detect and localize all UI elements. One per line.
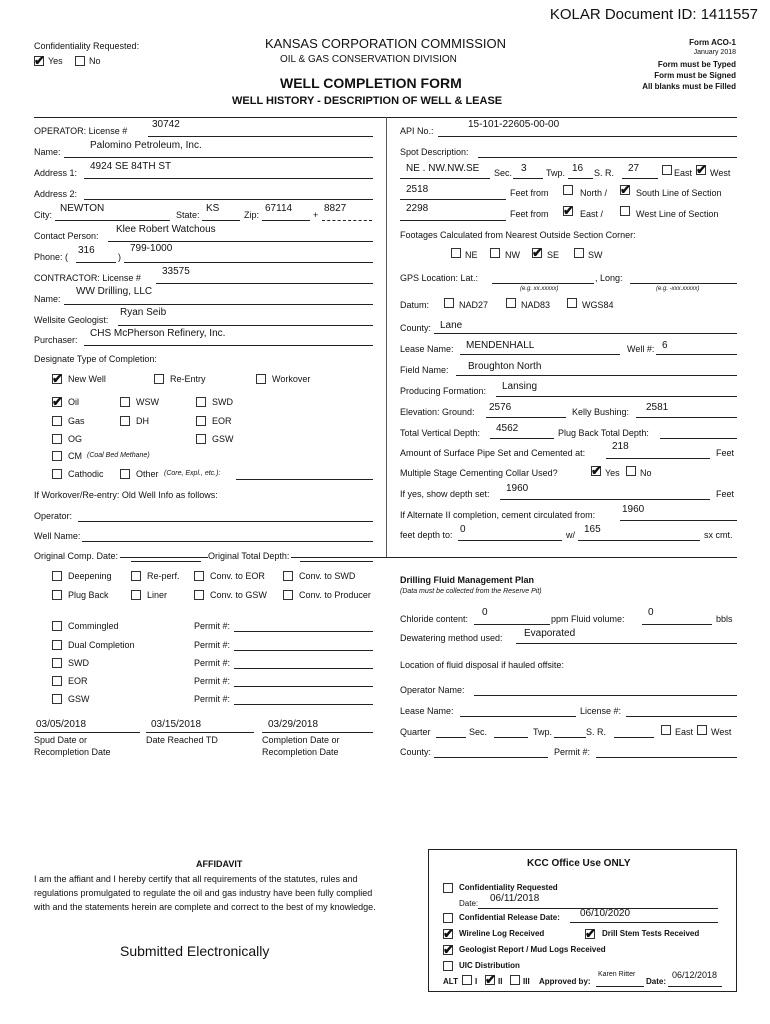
ne-label: NE	[465, 250, 478, 260]
name-label: Name:	[34, 147, 61, 157]
sw-checkbox[interactable]	[574, 248, 584, 258]
reperf-checkbox[interactable]	[131, 571, 141, 581]
field-name-label: Field Name:	[400, 365, 449, 375]
east-checkbox[interactable]	[662, 165, 672, 175]
address1-field[interactable]: 4924 SE 84TH ST	[90, 161, 172, 172]
zip-label: Zip:	[244, 210, 260, 220]
deepening-checkbox[interactable]	[52, 571, 62, 581]
kcc-release-date-field[interactable]: 06/10/2020	[580, 908, 631, 919]
fluid-disposal-label: Location of fluid disposal if hauled offsite:	[400, 660, 564, 670]
kcc-geologist-label: Geologist Report / Mud Logs Received	[459, 945, 606, 954]
operator-license-field[interactable]: 30742	[152, 119, 180, 130]
typed-note: Form must be Typed	[657, 60, 736, 69]
contact-label: Contact Person:	[34, 231, 99, 241]
gps-lat-label: GPS Location: Lat.:	[400, 273, 479, 283]
field-name-field[interactable]: Broughton North	[468, 361, 542, 372]
orig-total-depth-label: Original Total Depth:	[208, 551, 290, 561]
plug-back-label: Plug Back	[68, 590, 109, 600]
completion-date-label: Completion Date or	[262, 735, 340, 745]
sacks-field[interactable]: 165	[584, 524, 601, 535]
kcc-alt-iii-checkbox[interactable]	[510, 975, 520, 985]
workover-checkbox[interactable]	[256, 374, 266, 384]
kcc-alt-i-checkbox[interactable]	[462, 975, 472, 985]
nw-label: NW	[505, 250, 520, 260]
ground-elevation-field[interactable]: 2576	[489, 402, 512, 413]
lat-hint: (e.g. xx.xxxxx)	[520, 286, 559, 292]
og-checkbox[interactable]	[52, 434, 62, 444]
kcc-uic-label: UIC Distribution	[459, 961, 520, 970]
other-note: (Core, Expl., etc.):	[164, 470, 221, 477]
completion-date-field[interactable]: 03/29/2018	[268, 719, 319, 730]
purchaser-field[interactable]: CHS McPherson Refinery, Inc.	[90, 328, 226, 339]
designate-label: Designate Type of Completion:	[34, 354, 157, 364]
contact-field[interactable]: Klee Robert Watchous	[116, 224, 216, 235]
gsw-label: GSW	[212, 434, 234, 444]
reentry-checkbox[interactable]	[154, 374, 164, 384]
disposal-sec-label: Sec.	[469, 727, 488, 737]
feet-unit: Feet	[716, 489, 735, 499]
multistage-no-checkbox[interactable]	[626, 466, 636, 476]
submitted-electronically: Submitted Electronically	[120, 943, 270, 959]
dfmp-title: Drilling Fluid Management Plan	[400, 575, 535, 585]
og-label: OG	[68, 434, 83, 444]
disposal-west-checkbox[interactable]	[697, 725, 707, 735]
checkmark-icon: ✔	[696, 162, 707, 177]
eor-permit-checkbox[interactable]	[52, 676, 62, 686]
wsw-label: WSW	[136, 397, 159, 407]
contractor-name-label: Name:	[34, 294, 61, 304]
gas-label: Gas	[68, 416, 85, 426]
lease-name-field[interactable]: MENDENHALL	[466, 340, 535, 351]
blanks-note: All blanks must be Filled	[642, 82, 736, 91]
kcc-title: KCC Office Use ONLY	[527, 858, 631, 869]
county-field[interactable]: Lane	[440, 320, 463, 331]
conv-eor-checkbox[interactable]	[194, 571, 204, 581]
api-label: API No.:	[400, 126, 434, 136]
dh-checkbox[interactable]	[120, 416, 130, 426]
nw-checkbox[interactable]	[490, 248, 500, 258]
kelly-bushing-label: Kelly Bushing:	[572, 407, 630, 417]
eor-label: EOR	[212, 416, 232, 426]
chloride-field[interactable]: 0	[482, 607, 488, 618]
disposal-twp-label: Twp.	[533, 727, 553, 737]
west-label: West	[710, 168, 731, 178]
kcc-date-field[interactable]: 06/11/2018	[490, 893, 540, 904]
td-date-label: Date Reached TD	[146, 735, 218, 745]
phone-field[interactable]: 799-1000	[130, 243, 173, 254]
feet-ns-field[interactable]: 2518	[406, 184, 429, 195]
disposal-operator-label: Operator Name:	[400, 685, 465, 695]
liner-checkbox[interactable]	[131, 590, 141, 600]
east-line-label: East /	[580, 209, 604, 219]
tvd-label: Total Vertical Depth:	[400, 428, 481, 438]
checkmark-icon: ✔	[585, 926, 596, 941]
disposal-county-label: County:	[400, 747, 432, 757]
pbtd-label: Plug Back Total Depth:	[558, 428, 649, 438]
swd-permit-checkbox[interactable]	[52, 658, 62, 668]
spud-date-field[interactable]: 03/05/2018	[36, 719, 87, 730]
api-field[interactable]: 15-101-22605-00-00	[468, 119, 560, 130]
plus-sign: +	[313, 210, 319, 220]
cm-label: CM	[68, 451, 82, 461]
yes-label: Yes	[48, 56, 63, 66]
form-date: January 2018	[693, 49, 736, 56]
reentry-label: Re-Entry	[170, 374, 206, 384]
spud-date-label: Spud Date or	[34, 735, 88, 745]
tvd-field[interactable]: 4562	[496, 423, 519, 434]
zip-field[interactable]: 67114	[265, 203, 293, 214]
kcc-dst-label: Drill Stem Tests Received	[602, 929, 700, 938]
column-divider	[386, 117, 387, 557]
form-title: WELL COMPLETION FORM	[280, 75, 462, 91]
datum-label: Datum:	[400, 300, 430, 310]
commingled-label: Commingled	[68, 621, 119, 631]
checkmark-icon: ✔	[620, 182, 631, 197]
checkmark-icon: ✔	[443, 926, 454, 941]
conv-gsw-checkbox[interactable]	[194, 590, 204, 600]
agency-name: KANSAS CORPORATION COMMISSION	[265, 36, 507, 51]
geologist-label: Wellsite Geologist:	[34, 315, 109, 325]
paren: )	[118, 252, 121, 262]
completion-date-label2: Recompletion Date	[262, 747, 339, 757]
south-line-label: South Line of Section	[636, 188, 722, 198]
other-checkbox[interactable]	[120, 469, 130, 479]
oil-label: Oil	[68, 397, 79, 407]
kcc-release-checkbox[interactable]	[443, 913, 453, 923]
geologist-field[interactable]: Ryan Seib	[120, 307, 167, 318]
reperf-label: Re-perf.	[147, 571, 180, 581]
swd-label: SWD	[212, 397, 233, 407]
sw-label: SW	[588, 250, 603, 260]
wsw-checkbox[interactable]	[120, 397, 130, 407]
permit-label: Permit #:	[194, 621, 231, 631]
conv-eor-label: Conv. to EOR	[210, 571, 265, 581]
new-well-label: New Well	[68, 374, 106, 384]
kcc-alt-i-label: I	[475, 977, 478, 986]
cathodic-label: Cathodic	[68, 469, 104, 479]
old-well-name-label: Well Name:	[34, 531, 81, 541]
other-label: Other	[136, 469, 159, 479]
cm-note: (Coal Bed Methane)	[87, 452, 150, 459]
kcc-release-label: Confidential Release Date:	[459, 913, 560, 922]
dual-completion-checkbox[interactable]	[52, 640, 62, 650]
gps-long-label: , Long:	[595, 273, 623, 283]
depth-to-field[interactable]: 0	[460, 524, 466, 535]
kcc-uic-checkbox[interactable]	[443, 961, 453, 971]
area-code-field[interactable]: 316	[78, 245, 95, 256]
dual-completion-label: Dual Completion	[68, 640, 135, 650]
kcc-alt-ii-label: II	[498, 977, 503, 986]
disposal-east-label: East	[675, 727, 694, 737]
confidential-no-checkbox[interactable]	[75, 56, 85, 66]
conv-swd-label: Conv. to SWD	[299, 571, 356, 581]
operator-name-field[interactable]: Palomino Petroleum, Inc.	[90, 140, 202, 151]
depth-set-label: If yes, show depth set:	[400, 489, 490, 499]
disposal-lease-label: Lease Name:	[400, 706, 454, 716]
contractor-license-field[interactable]: 33575	[162, 266, 190, 277]
confidentiality-label: Confidentiality Requested:	[34, 41, 140, 51]
affidavit-line2: regulations promulgated to regulate the oil and gas industry have been fully complied	[34, 888, 373, 898]
ppm-fluid-volume-label: ppm Fluid volume:	[551, 614, 625, 624]
liner-label: Liner	[147, 590, 168, 600]
range-field[interactable]: 27	[628, 163, 640, 174]
form-id: Form ACO-1	[689, 38, 736, 47]
permit-label: Permit #:	[194, 640, 231, 650]
producing-formation-field[interactable]: Lansing	[502, 381, 538, 392]
fluid-volume-field[interactable]: 0	[648, 607, 654, 618]
purchaser-label: Purchaser:	[34, 335, 78, 345]
quarter-label: Quarter	[400, 727, 431, 737]
producing-formation-label: Producing Formation:	[400, 386, 487, 396]
zip4-field[interactable]: 8827	[324, 203, 347, 214]
checkmark-icon: ✔	[485, 972, 496, 987]
checkmark-icon: ✔	[532, 245, 543, 260]
feet-from-label: Feet from	[510, 209, 549, 219]
w-label: w/	[566, 530, 575, 540]
feet-ew-field[interactable]: 2298	[406, 203, 429, 214]
swd-permit-label: SWD	[68, 658, 89, 668]
kcc-date2-field[interactable]: 06/12/2018	[672, 970, 718, 980]
cm-checkbox[interactable]	[52, 451, 62, 461]
north-checkbox[interactable]	[563, 185, 573, 195]
deepening-label: Deepening	[68, 571, 112, 581]
kcc-alt-label: ALT	[443, 977, 458, 986]
form-subtitle: WELL HISTORY - DESCRIPTION OF WELL & LEASE	[232, 95, 503, 107]
state-field[interactable]: KS	[206, 203, 220, 214]
gsw-permit-checkbox[interactable]	[52, 694, 62, 704]
eor-permit-label: EOR	[68, 676, 88, 686]
conv-producer-label: Conv. to Producer	[299, 590, 371, 600]
wgs84-label: WGS84	[582, 300, 614, 310]
city-field[interactable]: NEWTON	[60, 203, 105, 214]
dewatering-field[interactable]: Evaporated	[524, 628, 576, 639]
east-label: East	[674, 168, 693, 178]
disposal-license-label: License #:	[580, 706, 622, 716]
address2-label: Address 2:	[34, 189, 78, 199]
chloride-label: Chloride content:	[400, 614, 469, 624]
permit-label: Permit #:	[194, 676, 231, 686]
long-hint: (e.g. -xxx.xxxxx)	[656, 286, 700, 292]
ne-checkbox[interactable]	[451, 248, 461, 258]
kcc-date-label: Date:	[459, 899, 479, 908]
state-label: State:	[176, 210, 200, 220]
permit-label: Permit #:	[194, 658, 231, 668]
dewatering-label: Dewatering method used:	[400, 633, 503, 643]
multistage-no-label: No	[640, 468, 652, 478]
permit-label: Permit #:	[194, 694, 231, 704]
kcc-approver-field[interactable]: Karen Ritter	[598, 971, 636, 978]
division-name: OIL & GAS CONSERVATION DIVISION	[280, 54, 457, 65]
checkmark-icon: ✔	[443, 942, 454, 957]
disposal-west-label: West	[711, 727, 732, 737]
footages-label: Footages Calculated from Nearest Outside Section Corner:	[400, 230, 636, 240]
kcc-alt-iii-label: III	[523, 977, 530, 986]
contractor-name-field[interactable]: WW Drilling, LLC	[76, 286, 153, 297]
disposal-sr-label: S. R.	[586, 727, 607, 737]
kelly-bushing-field[interactable]: 2581	[646, 402, 669, 413]
nad83-label: NAD83	[521, 300, 551, 310]
affidavit-title: AFFIDAVIT	[196, 859, 243, 869]
wgs84-checkbox[interactable]	[567, 298, 577, 308]
spot-quarter-field[interactable]: NE . NW.NW.SE	[406, 163, 480, 174]
dh-label: DH	[136, 416, 149, 426]
depth-set-field[interactable]: 1960	[506, 483, 529, 494]
eor-checkbox[interactable]	[196, 416, 206, 426]
nad83-checkbox[interactable]	[506, 298, 516, 308]
gsw-permit-label: GSW	[68, 694, 90, 704]
plug-back-checkbox[interactable]	[52, 590, 62, 600]
checkmark-icon: ✔	[34, 53, 45, 68]
old-operator-label: Operator:	[34, 511, 73, 521]
lease-name-label: Lease Name:	[400, 344, 454, 354]
kcc-confidentiality-label: Confidentiality Requested	[459, 883, 558, 892]
commingled-checkbox[interactable]	[52, 621, 62, 631]
address1-label: Address 1:	[34, 168, 78, 178]
checkmark-icon: ✔	[591, 463, 602, 478]
county-label: County:	[400, 323, 432, 333]
multistage-label: Multiple Stage Cementing Collar Used?	[400, 468, 558, 478]
orig-comp-date-label: Original Comp. Date:	[34, 551, 119, 561]
sec-field[interactable]: 3	[521, 163, 527, 174]
nad27-checkbox[interactable]	[444, 298, 454, 308]
conv-swd-checkbox[interactable]	[283, 571, 293, 581]
sec-label: Sec.	[494, 168, 513, 178]
workover-info-label: If Workover/Re-entry: Old Well Info as follows:	[34, 490, 218, 500]
west-line-label: West Line of Section	[636, 209, 719, 219]
feet-from-label: Feet from	[510, 188, 549, 198]
s-r-label: S. R.	[594, 168, 615, 178]
td-date-field[interactable]: 03/15/2018	[151, 719, 202, 730]
document-id: KOLAR Document ID: 1411557	[549, 6, 758, 23]
north-label: North /	[580, 188, 608, 198]
conv-producer-checkbox[interactable]	[283, 590, 293, 600]
surface-pipe-label: Amount of Surface Pipe Set and Cemented at:	[400, 448, 586, 458]
checkmark-icon: ✔	[563, 203, 574, 218]
alt2-field[interactable]: 1960	[622, 504, 645, 515]
gas-checkbox[interactable]	[52, 416, 62, 426]
disposal-east-checkbox[interactable]	[661, 725, 671, 735]
dfmp-note: (Data must be collected from the Reserve Pit)	[400, 588, 542, 595]
disposal-permit-label: Permit #:	[554, 747, 591, 757]
conv-gsw-label: Conv. to GSW	[210, 590, 267, 600]
kcc-wireline-label: Wireline Log Received	[459, 929, 545, 938]
gsw-checkbox[interactable]	[196, 434, 206, 444]
twp-label: Twp.	[546, 168, 566, 178]
workover-label: Workover	[272, 374, 311, 384]
spud-date-label2: Recompletion Date	[34, 747, 111, 757]
twp-field[interactable]: 16	[572, 163, 584, 174]
cathodic-checkbox[interactable]	[52, 469, 62, 479]
kcc-approved-label: Approved by:	[539, 977, 591, 986]
affidavit-line3: with and the statements herein are complete and correct to the best of my knowledge.	[34, 902, 376, 912]
operator-license-label: OPERATOR: License #	[34, 126, 128, 136]
west-line-checkbox[interactable]	[620, 206, 630, 216]
well-number-field[interactable]: 6	[662, 340, 668, 351]
signed-note: Form must be Signed	[654, 71, 736, 80]
alt2-label: If Alternate II completion, cement circulated from:	[400, 510, 596, 520]
sx-unit: sx cmt.	[704, 530, 733, 540]
contractor-license-label: CONTRACTOR: License #	[34, 273, 141, 283]
no-label: No	[89, 56, 101, 66]
phone-label: Phone: (	[34, 252, 69, 262]
kcc-confidentiality-checkbox[interactable]	[443, 883, 453, 893]
surface-pipe-field[interactable]: 218	[612, 441, 629, 452]
nad27-label: NAD27	[459, 300, 489, 310]
swd-checkbox[interactable]	[196, 397, 206, 407]
kcc-date2-label: Date:	[646, 977, 667, 986]
well-number-label: Well #:	[627, 344, 655, 354]
se-label: SE	[547, 250, 560, 260]
checkmark-icon: ✔	[52, 394, 63, 409]
elevation-label: Elevation: Ground:	[400, 407, 475, 417]
feet-unit: Feet	[716, 448, 735, 458]
checkmark-icon: ✔	[52, 371, 63, 386]
depth-to-label: feet depth to:	[400, 530, 453, 540]
bbls-unit: bbls	[716, 614, 733, 624]
affidavit-line1: I am the affiant and I hereby certify that all requirements of the statutes, rules and	[34, 874, 358, 884]
city-label: City:	[34, 210, 52, 220]
spot-label: Spot Description:	[400, 147, 469, 157]
multistage-yes-label: Yes	[605, 468, 620, 478]
